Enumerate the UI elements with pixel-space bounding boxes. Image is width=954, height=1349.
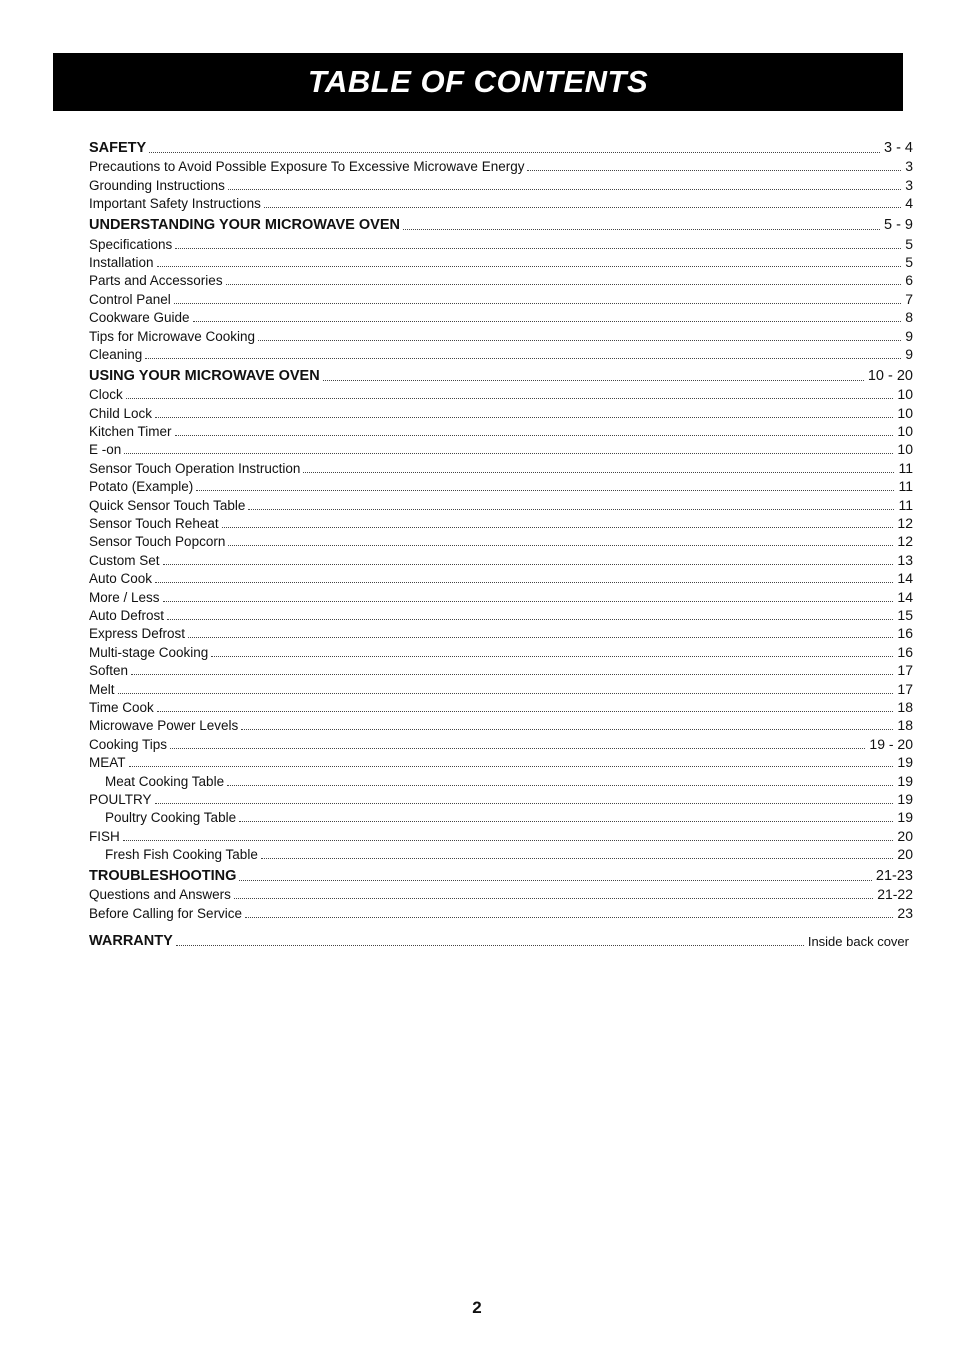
toc-entry-label: Before Calling for Service (89, 905, 243, 921)
toc-entry-page: 11 (898, 496, 913, 513)
dot-leader (118, 693, 894, 694)
toc-entry-label: Questions and Answers (89, 887, 231, 903)
toc-entry-page: 18 (897, 717, 913, 734)
dot-leader (403, 229, 880, 230)
toc-entry-label: Potato (Example) (89, 479, 194, 495)
toc-entry-page: 21-22 (877, 886, 913, 903)
dot-leader (123, 840, 894, 841)
toc-entry-label: Cookware Guide (89, 310, 190, 326)
toc-entry-page: 16 (897, 625, 913, 642)
dot-leader (149, 152, 880, 153)
dot-leader (167, 619, 893, 620)
toc-entry-label: More / Less (89, 589, 160, 605)
dot-leader (239, 821, 893, 822)
table-of-contents (89, 136, 913, 949)
toc-entry-page: 10 (897, 386, 913, 403)
toc-entry-label: Sensor Touch Operation Instruction (89, 460, 301, 476)
toc-entry (89, 789, 913, 807)
dot-leader (245, 917, 893, 918)
toc-entry (89, 344, 913, 362)
toc-entry (89, 421, 913, 439)
dot-leader (129, 766, 894, 767)
toc-section-heading (89, 213, 913, 233)
dot-leader (126, 398, 894, 399)
toc-entry (89, 270, 913, 288)
dot-leader (145, 358, 901, 359)
toc-entry-label: POULTRY (89, 791, 152, 807)
toc-entry-page: 16 (897, 643, 913, 660)
toc-entry-page: 11 (898, 478, 913, 495)
toc-entry (89, 715, 913, 733)
toc-entry (89, 307, 913, 325)
toc-entry-page: 19 (897, 772, 913, 789)
toc-entry-page: 15 (897, 606, 913, 623)
toc-entry (89, 513, 913, 531)
toc-entry-label: Grounding Instructions (89, 177, 225, 193)
toc-entry-label: Kitchen Timer (89, 424, 172, 440)
dot-leader (248, 509, 894, 510)
toc-entry-label: USING YOUR MICROWAVE OVEN (89, 367, 320, 384)
toc-entry-page: 9 (905, 327, 913, 344)
toc-entry-label: Custom Set (89, 552, 160, 568)
toc-entry-label: E -on (89, 442, 122, 458)
dot-leader (258, 340, 901, 341)
dot-leader (176, 945, 804, 946)
toc-entry-label: Cooking Tips (89, 736, 168, 752)
toc-entry-label: Important Safety Instructions (89, 196, 261, 212)
dot-leader (163, 564, 894, 565)
toc-entry-page: 21-23 (875, 868, 913, 885)
toc-entry (89, 641, 913, 659)
toc-entry (89, 807, 913, 825)
toc-entry-label: Meat Cooking Table (105, 773, 225, 789)
toc-entry-page: 12 (897, 515, 913, 532)
toc-entry-label: Clock (89, 387, 123, 403)
toc-entry (89, 884, 913, 902)
dot-leader (261, 858, 894, 859)
toc-entry (89, 252, 913, 270)
toc-entry (89, 439, 913, 457)
dot-leader (303, 472, 894, 473)
dot-leader (131, 674, 893, 675)
toc-entry (89, 844, 913, 862)
dot-leader (155, 582, 893, 583)
dot-leader (170, 748, 865, 749)
page-number: 2 (472, 1298, 482, 1317)
toc-entry (89, 770, 913, 788)
toc-entry (89, 494, 913, 512)
dot-leader (228, 189, 901, 190)
page-title: TABLE OF CONTENTS (307, 64, 649, 99)
dot-leader (175, 248, 901, 249)
toc-entry-page: 20 (897, 827, 913, 844)
toc-entry-page: 14 (897, 588, 913, 605)
title-banner (53, 53, 903, 111)
toc-entry-page: 3 (905, 176, 913, 193)
toc-entry-label: Melt (89, 681, 115, 697)
toc-entry-page: 8 (905, 309, 913, 326)
toc-entry-label: Auto Cook (89, 571, 153, 587)
toc-entry (89, 531, 913, 549)
dot-leader (211, 656, 893, 657)
toc-entry-label: Fresh Fish Cooking Table (105, 847, 258, 863)
toc-entry (89, 623, 913, 641)
toc-entry-label: Microwave Power Levels (89, 718, 239, 734)
toc-entry (89, 288, 913, 306)
toc-entry-page: 3 (905, 158, 913, 175)
toc-entry-page: 7 (905, 290, 913, 307)
toc-entry-page: 5 (905, 253, 913, 270)
toc-entry-page: 6 (905, 272, 913, 289)
toc-entry (89, 384, 913, 402)
toc-entry-page: 5 - 9 (883, 217, 913, 234)
dot-leader (155, 803, 894, 804)
dot-leader (174, 303, 901, 304)
toc-entry (89, 476, 913, 494)
toc-entry (89, 193, 913, 211)
dot-leader (163, 601, 894, 602)
dot-leader (157, 711, 894, 712)
toc-entry-page: 11 (898, 459, 913, 476)
toc-entry (89, 568, 913, 586)
dot-leader (527, 170, 901, 171)
toc-entry (89, 902, 913, 920)
toc-entry (89, 402, 913, 420)
toc-entry-page: 20 (897, 846, 913, 863)
toc-entry-page: 19 (897, 809, 913, 826)
dot-leader (234, 898, 873, 899)
toc-entry (89, 678, 913, 696)
toc-entry-label: Multi-stage Cooking (89, 644, 209, 660)
toc-entry-label: Control Panel (89, 291, 171, 307)
dot-leader (175, 435, 894, 436)
toc-section-heading (89, 136, 913, 156)
toc-entry-page: 19 - 20 (869, 735, 913, 752)
toc-entry (89, 233, 913, 251)
toc-entry (89, 174, 913, 192)
toc-entry-page: 17 (897, 680, 913, 697)
dot-leader (227, 785, 893, 786)
toc-entry-label: Time Cook (89, 699, 154, 715)
toc-entry-label: Precautions to Avoid Possible Exposure To Excessive Microwave Energy (89, 159, 525, 175)
dot-leader (228, 545, 893, 546)
dot-leader (193, 321, 902, 322)
dot-leader (264, 207, 901, 208)
dot-leader (239, 880, 871, 881)
toc-entry-page: 19 (897, 754, 913, 771)
toc-entry (89, 605, 913, 623)
toc-entry (89, 660, 913, 678)
toc-entry-page: 17 (897, 662, 913, 679)
toc-entry-label: Specifications (89, 236, 173, 252)
toc-entry (89, 325, 913, 343)
toc-entry-page: 19 (897, 790, 913, 807)
toc-entry-label: Child Lock (89, 405, 153, 421)
toc-entry-page: 3 - 4 (883, 140, 913, 156)
toc-entry-page: 13 (897, 551, 913, 568)
toc-entry-label: Auto Defrost (89, 607, 165, 623)
toc-entry-page: 10 (897, 423, 913, 440)
dot-leader (196, 490, 894, 491)
toc-section-heading (89, 364, 913, 384)
toc-entry-label: SAFETY (89, 140, 147, 156)
dot-leader (323, 380, 864, 381)
toc-entry-page: 9 (905, 345, 913, 362)
toc-entry-label: FISH (89, 828, 120, 844)
toc-entry-label: Parts and Accessories (89, 273, 223, 289)
toc-section-heading (89, 864, 913, 884)
toc-entry-label: Poultry Cooking Table (105, 810, 237, 826)
toc-entry (89, 697, 913, 715)
dot-leader (222, 527, 894, 528)
toc-entry-label: Express Defrost (89, 626, 186, 642)
toc-entry (89, 156, 913, 174)
toc-entry-page: 5 (905, 235, 913, 252)
toc-entry (89, 549, 913, 567)
toc-section-heading (89, 929, 913, 949)
toc-entry (89, 752, 913, 770)
toc-entry (89, 586, 913, 604)
toc-entry-page: 12 (897, 533, 913, 550)
toc-entry-label: Tips for Microwave Cooking (89, 328, 256, 344)
toc-entry-label: Sensor Touch Popcorn (89, 534, 226, 550)
toc-entry-label: MEAT (89, 755, 126, 771)
dot-leader (157, 266, 902, 267)
toc-entry-label: WARRANTY (89, 932, 173, 949)
toc-entry-page: 18 (897, 698, 913, 715)
toc-entry-page: Inside back cover (807, 933, 909, 949)
dot-leader (241, 729, 893, 730)
toc-entry (89, 825, 913, 843)
dot-leader (226, 284, 902, 285)
toc-entry-label: Installation (89, 254, 154, 270)
toc-entry-page: 23 (897, 904, 913, 921)
dot-leader (155, 417, 893, 418)
toc-entry-label: Quick Sensor Touch Table (89, 497, 246, 513)
dot-leader (188, 637, 893, 638)
toc-entry-page: 10 (897, 404, 913, 421)
toc-entry-label: Cleaning (89, 346, 143, 362)
toc-entry-label: Sensor Touch Reheat (89, 516, 219, 532)
toc-entry-page: 10 (897, 441, 913, 458)
toc-entry-label: UNDERSTANDING YOUR MICROWAVE OVEN (89, 217, 400, 234)
toc-entry-page: 10 - 20 (867, 367, 913, 384)
toc-entry-label: TROUBLESHOOTING (89, 868, 237, 885)
toc-entry (89, 457, 913, 475)
toc-entry-label: Soften (89, 663, 129, 679)
toc-entry-page: 4 (905, 195, 913, 212)
toc-entry (89, 733, 913, 751)
dot-leader (124, 453, 893, 454)
toc-entry-page: 14 (897, 570, 913, 587)
